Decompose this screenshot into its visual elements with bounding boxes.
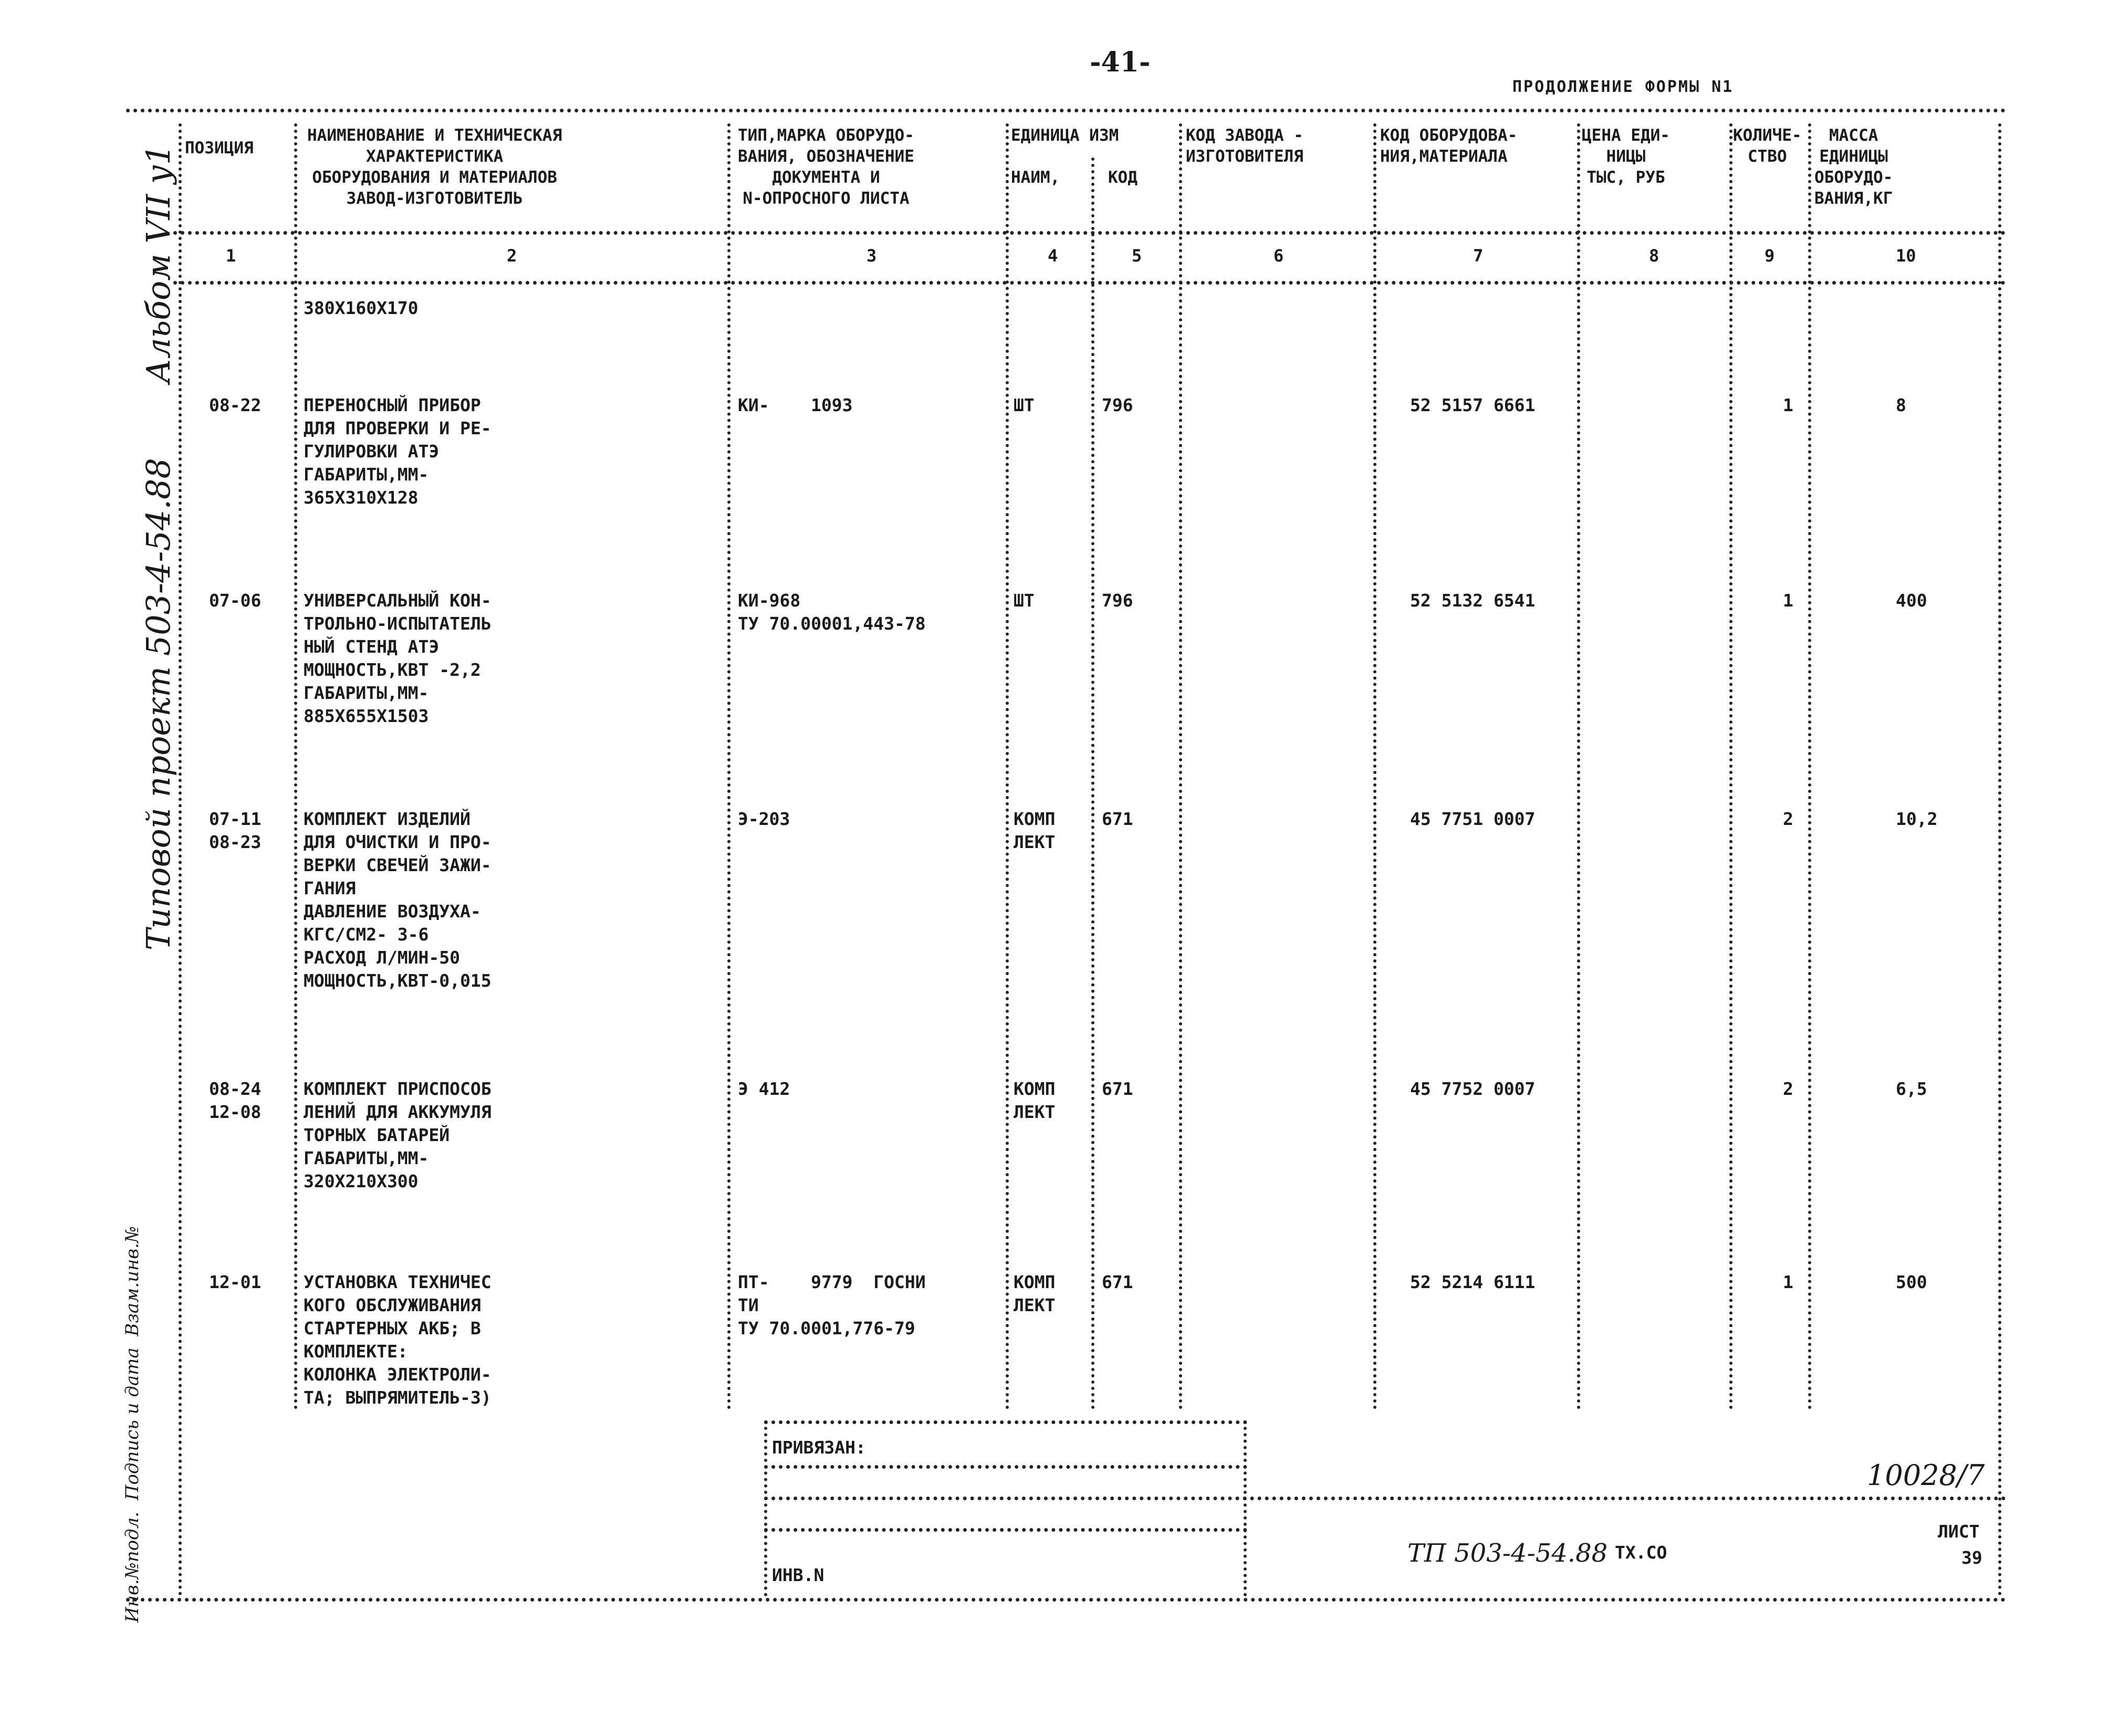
column-number: 1 <box>226 246 236 266</box>
table-row-1-mass: 8 <box>1896 395 1906 415</box>
header-position: ПОЗИЦИЯ <box>185 139 254 158</box>
table-row-4-unit: КОМП ЛЕКТ <box>1014 1079 1056 1122</box>
header-mass: МАССА ЕДИНИЦЫ ОБОРУДО- ВАНИЯ,КГ <box>1814 126 1893 208</box>
table-row-5-code: 671 <box>1102 1272 1133 1292</box>
page-number: -41- <box>1090 46 1151 78</box>
stamp-handwritten-number: 10028/7 <box>1867 1459 1985 1492</box>
table-row-3-position: 07-11 08-23 <box>209 809 262 852</box>
stamp-document-suffix: ТХ.СО <box>1615 1542 1667 1563</box>
rule-stamp-top <box>764 1420 1247 1424</box>
margin-album: Альбом VII у1 <box>139 144 178 383</box>
table-row-4-type: Э 412 <box>738 1079 790 1099</box>
stamp-privyazan-label: ПРИВЯЗАН: <box>772 1437 866 1458</box>
header-factory-code: КОД ЗАВОДА - ИЗГОТОВИТЕЛЯ <box>1186 126 1303 166</box>
header-name: НАИМЕНОВАНИЕ И ТЕХНИЧЕСКАЯ ХАРАКТЕРИСТИКА ОБОРУДОВАНИЯ И МАТЕРИАЛОВ ЗАВОД-ИЗГОТОВИТЕЛЬ <box>307 126 562 208</box>
table-row-3-mass: 10,2 <box>1896 809 1938 829</box>
column-number: 3 <box>866 246 877 266</box>
table-row-5-name: УСТАНОВКА ТЕХНИЧЕС КОГО ОБСЛУЖИВАНИЯ СТАРТЕРНЫХ АКБ; В КОМПЛЕКТЕ: КОЛОНКА ЭЛЕКТРОЛИ- ТА; ВЫПРЯМИТЕЛЬ-3) <box>304 1272 492 1408</box>
table-row-2-equipment-code: 52 5132 6541 <box>1410 590 1536 611</box>
column-number: 4 <box>1048 246 1058 266</box>
margin-stamp-labels: Инв.№подл. Подпись и дата Взам.инв.№ <box>122 1226 143 1623</box>
column-number: 8 <box>1649 246 1659 266</box>
header-type: ТИП,МАРКА ОБОРУДО- ВАНИЯ, ОБОЗНАЧЕНИЕ ДОКУМЕНТА И N-ОПРОСНОГО ЛИСТА <box>738 126 914 208</box>
col-line-0 <box>179 123 182 1596</box>
table-row-4-mass: 6,5 <box>1896 1079 1927 1099</box>
stamp-line-right <box>1244 1420 1247 1596</box>
col-line-9 <box>1808 123 1811 1410</box>
table-row-1-position: 08-22 <box>209 395 262 415</box>
col-line-8 <box>1729 123 1732 1410</box>
header-quantity: КОЛИЧЕ- СТВО <box>1733 126 1802 166</box>
table-row-4-equipment-code: 45 7752 0007 <box>1410 1079 1536 1099</box>
table-row-2-mass: 400 <box>1896 590 1927 611</box>
col-line-4 <box>1091 158 1094 1410</box>
table-row-4-name: КОМПЛЕКТ ПРИСПОСОБ ЛЕНИЙ ДЛЯ АККУМУЛЯ ТОРНЫХ БАТАРЕЙ ГАБАРИТЫ,ММ- 320Х210Х300 <box>304 1079 492 1191</box>
table-row-4-code: 671 <box>1102 1079 1133 1099</box>
table-row-3-code: 671 <box>1102 809 1133 829</box>
stamp-document-code: ТП 503-4-54.88 <box>1407 1539 1608 1568</box>
col-line-6 <box>1373 123 1376 1410</box>
header-unit-code: КОД <box>1108 168 1137 187</box>
table-row-5-position: 12-01 <box>209 1272 262 1292</box>
table-row-1-quantity: 1 <box>1783 395 1793 415</box>
table-row-1-code: 796 <box>1102 395 1133 415</box>
continuation-label: ПРОДОЛЖЕНИЕ ФОРМЫ N1 <box>1512 78 1734 96</box>
table-row-2-code: 796 <box>1102 590 1133 611</box>
table-row-1-equipment-code: 52 5157 6661 <box>1410 395 1536 415</box>
table-row-2-unit: ШТ <box>1014 590 1035 611</box>
table-row-4-position: 08-24 12-08 <box>209 1079 262 1122</box>
rule-stamp-3 <box>764 1528 1247 1532</box>
stamp-sheet-label: ЛИСТ <box>1938 1521 1980 1542</box>
table-row-3-type: Э-203 <box>738 809 790 829</box>
header-equipment-code: КОД ОБОРУДОВА- НИЯ,МАТЕРИАЛА <box>1380 126 1518 166</box>
table-row-5-unit: КОМП ЛЕКТ <box>1014 1272 1056 1315</box>
table-row-2-name: УНИВЕРСАЛЬНЫЙ КОН- ТРОЛЬНО-ИСПЫТАТЕЛЬ НЫЙ СТЕНД АТЭ МОЩНОСТЬ,КВТ -2,2 ГАБАРИТЫ,ММ- 885Х655Х1503 <box>304 590 492 726</box>
stamp-sheet-number: 39 <box>1961 1547 1982 1568</box>
col-line-10 <box>1998 123 2001 1596</box>
col-line-5 <box>1179 123 1182 1410</box>
column-number: 2 <box>507 246 517 266</box>
col-line-2 <box>727 123 730 1410</box>
column-number: 7 <box>1473 246 1484 266</box>
table-row-3-unit: КОМП ЛЕКТ <box>1014 809 1056 852</box>
header-price: ЦЕНА ЕДИ- НИЦЫ ТЫС, РУБ <box>1582 126 1670 187</box>
table-row-0-name: 380Х160Х170 <box>304 298 419 318</box>
table-row-5-equipment-code: 52 5214 6111 <box>1410 1272 1536 1292</box>
col-line-7 <box>1577 123 1580 1410</box>
table-row-2-quantity: 1 <box>1783 590 1793 611</box>
stamp-inventory-label: ИНВ.N <box>772 1565 824 1585</box>
table-row-3-quantity: 2 <box>1783 809 1793 829</box>
table-row-1-unit: ШТ <box>1014 395 1035 415</box>
column-number: 5 <box>1132 246 1142 266</box>
table-row-4-quantity: 2 <box>1783 1079 1793 1099</box>
table-row-5-mass: 500 <box>1896 1272 1927 1292</box>
column-number: 9 <box>1765 246 1775 266</box>
col-line-3 <box>1006 123 1009 1410</box>
column-number: 6 <box>1273 246 1284 266</box>
table-row-1-name: ПЕРЕНОСНЫЙ ПРИБОР ДЛЯ ПРОВЕРКИ И РЕ- ГУЛИРОВКИ АТЭ ГАБАРИТЫ,ММ- 365Х310Х128 <box>304 395 492 508</box>
rule-stamp-1 <box>764 1465 1247 1469</box>
table-row-3-name: КОМПЛЕКТ ИЗДЕЛИЙ ДЛЯ ОЧИСТКИ И ПРО- ВЕРКИ СВЕЧЕЙ ЗАЖИ- ГАНИЯ ДАВЛЕНИЕ ВОЗДУХА- КГС/СМ2- 3-6 РАСХОД Л/МИН-50 МОЩНОСТЬ,КВТ-0,015 <box>304 809 492 991</box>
table-row-2-position: 07-06 <box>209 590 262 611</box>
rule-bottom <box>126 1598 2006 1602</box>
header-unit: ЕДИНИЦА ИЗМ <box>1011 126 1119 145</box>
stamp-line-left <box>764 1420 767 1596</box>
header-unit-name: НАИМ, <box>1011 168 1060 187</box>
table-row-1-type: КИ- 1093 <box>738 395 853 415</box>
rule-top <box>126 109 2006 112</box>
table-row-2-type: КИ-968 ТУ 70.00001,443-78 <box>738 590 926 634</box>
rule-stamp-2 <box>764 1497 2006 1500</box>
col-line-1 <box>294 123 297 1410</box>
table-row-3-equipment-code: 45 7751 0007 <box>1410 809 1536 829</box>
column-number: 10 <box>1896 246 1916 266</box>
table-row-5-type: ПТ- 9779 ГОСНИ ТИ ТУ 70.0001,776-79 <box>738 1272 926 1338</box>
table-row-5-quantity: 1 <box>1783 1272 1793 1292</box>
margin-project: Типовой проект 503-4-54.88 <box>139 458 178 950</box>
